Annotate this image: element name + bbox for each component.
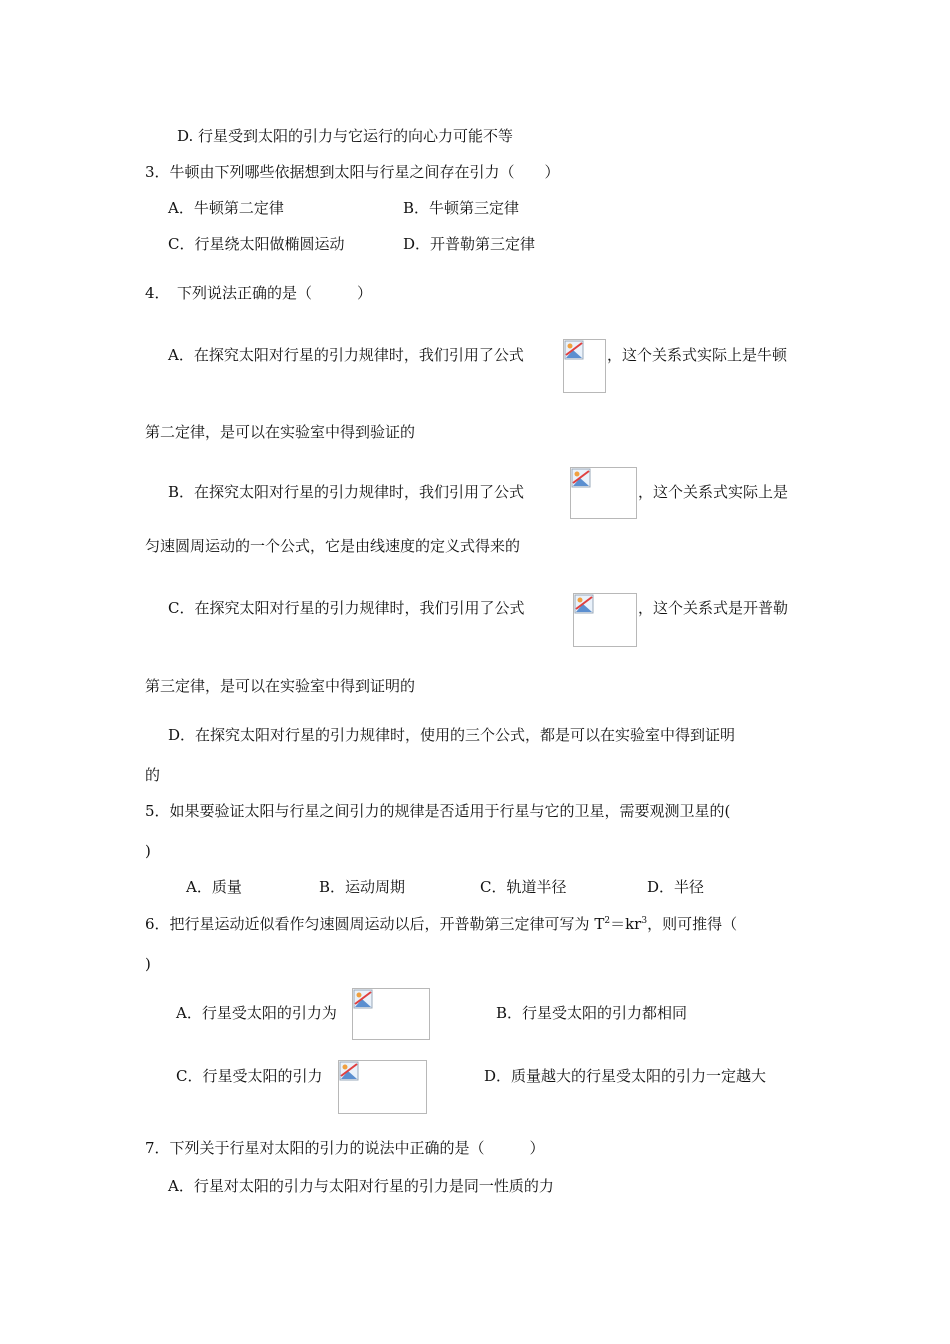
- q6-stem-text-b: ＝kr: [610, 915, 642, 933]
- q6-stem-line2: ): [145, 955, 151, 973]
- q6-stem-text-c: ，则可推得（: [647, 915, 738, 933]
- broken-image-icon: [564, 340, 584, 360]
- formula-image-q6a: [352, 988, 430, 1040]
- q7-stem: 7．下列关于行星对太阳的引力的说法中正确的是（ ）: [145, 1139, 545, 1157]
- q4-option-b-part2: ，这个关系式实际上是: [638, 483, 789, 501]
- q5-option-b: B．运动周期: [319, 878, 406, 896]
- q5-stem-line2: ): [145, 842, 151, 860]
- q6-exponent-3: 3: [641, 916, 648, 926]
- q4-option-c-part2: ，这个关系式是开普勒: [638, 599, 789, 617]
- q3-stem: 3．牛顿由下列哪些依据想到太阳与行星之间存在引力（ ）: [145, 163, 560, 181]
- q4-stem: 4． 下列说法正确的是（ ）: [145, 284, 373, 302]
- q3-option-d: D．开普勒第三定律: [403, 235, 536, 253]
- q3-option-a: A．牛顿第二定律: [168, 199, 284, 217]
- formula-image-q6c: [338, 1060, 427, 1114]
- q5-stem-line1: 5．如果要验证太阳与行星之间引力的规律是否适用于行星与它的卫星，需要观测卫星的(: [145, 802, 731, 820]
- q2-option-d: D. 行星受到太阳的引力与它运行的向心力可能不等: [177, 127, 514, 145]
- q3-option-c: C．行星绕太阳做椭圆运动: [168, 235, 345, 253]
- q7-option-a: A．行星对太阳的引力与太阳对行星的引力是同一性质的力: [168, 1177, 554, 1195]
- broken-image-icon: [571, 468, 591, 488]
- q6-option-c: C．行星受太阳的引力: [176, 1067, 323, 1085]
- q4-option-c-part3: 第三定律，是可以在实验室中得到证明的: [145, 677, 416, 695]
- q6-option-a: A．行星受太阳的引力为: [176, 1004, 337, 1022]
- q4-option-d-part1: D．在探究太阳对行星的引力规律时，使用的三个公式，都是可以在实验室中得到证明: [168, 726, 736, 744]
- q4-option-a-part1: A．在探究太阳对行星的引力规律时，我们引用了公式: [168, 346, 524, 364]
- q4-option-d-part2: 的: [145, 766, 161, 784]
- q6-option-d: D．质量越大的行星受太阳的引力一定越大: [484, 1067, 767, 1085]
- formula-image-b: [570, 467, 637, 519]
- q4-option-a-part2: ，这个关系式实际上是牛顿: [607, 346, 788, 364]
- q3-option-b: B．牛顿第三定律: [403, 199, 520, 217]
- q5-option-a: A．质量: [186, 878, 242, 896]
- formula-image-a: [563, 339, 606, 393]
- q5-option-d: D．半径: [647, 878, 705, 896]
- q6-option-b: B．行星受太阳的引力都相同: [496, 1004, 688, 1022]
- broken-image-icon: [353, 989, 373, 1009]
- q6-stem-line1: [145, 914, 737, 934]
- q4-option-b-part3: 匀速圆周运动的一个公式，它是由线速度的定义式得来的: [145, 537, 521, 555]
- q6-exponent-2: 2: [604, 916, 611, 926]
- q4-option-c-part1: C．在探究太阳对行星的引力规律时，我们引用了公式: [168, 599, 525, 617]
- q5-option-c: C．轨道半径: [480, 878, 567, 896]
- broken-image-icon: [339, 1061, 359, 1081]
- q6-stem-text: 6．把行星运动近似看作匀速圆周运动以后，开普勒第三定律可写为 T: [145, 915, 605, 933]
- q4-option-a-part3: 第二定律，是可以在实验室中得到验证的: [145, 423, 416, 441]
- broken-image-icon: [574, 594, 594, 614]
- formula-image-c: [573, 593, 637, 647]
- q4-option-b-part1: B．在探究太阳对行星的引力规律时，我们引用了公式: [168, 483, 525, 501]
